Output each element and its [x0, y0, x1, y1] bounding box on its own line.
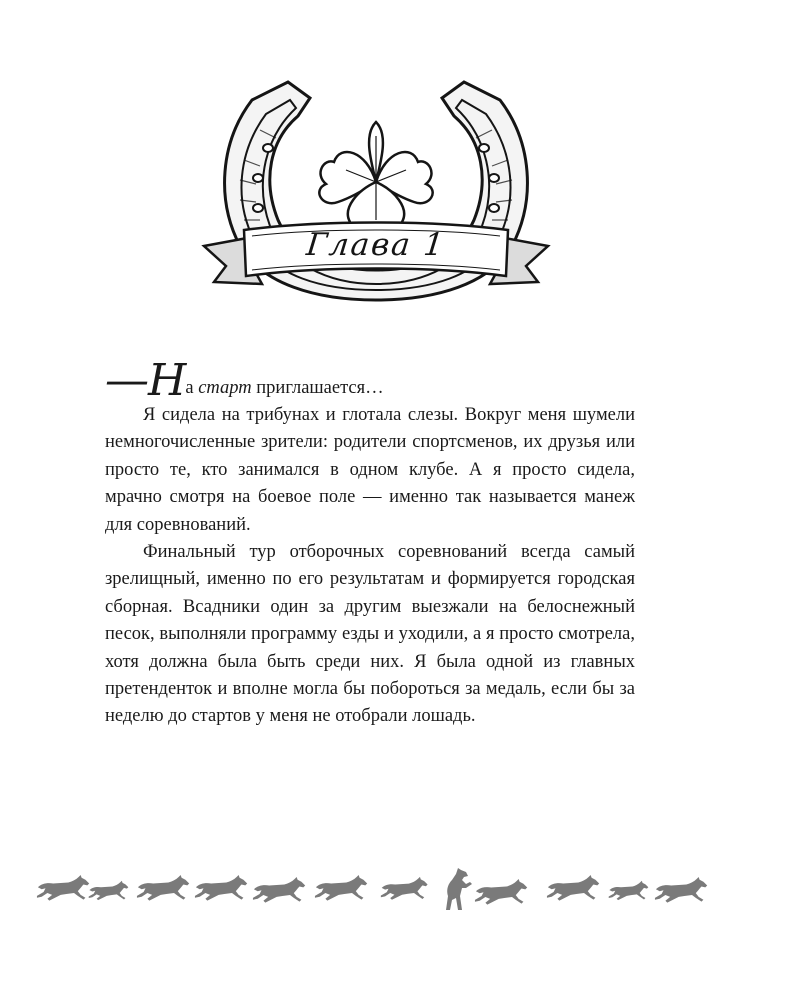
galloping-horse-icon [609, 881, 649, 900]
rearing-horse-icon [446, 868, 472, 910]
chapter-emblem [200, 70, 552, 306]
paragraph: Финальный тур отборочных соревнований всегда самый зрелищный, именно по его результатам и формируется городская сборная. Всадники один за другим выезжали на белоснежный песок, выполняли программу езды и уходили, а я просто смотрела, хотя должна была быть среди них. Я была одной из главных претенденток и вполне могла бы побороться за медаль, если бы за неделю до стартов у меня не отобрали лошадь. [105, 542, 635, 727]
opening-line-italic: старт [198, 378, 252, 398]
galloping-horse-icon [547, 875, 599, 901]
galloping-horse-icon [253, 877, 305, 903]
chapter-title: Глава 1 [304, 227, 448, 263]
opening-line-start: а [185, 378, 199, 398]
galloping-horse-icon [89, 881, 129, 900]
drop-cap: —Н [105, 355, 186, 406]
galloping-horse-icon [195, 875, 247, 901]
horse-frieze [36, 864, 710, 912]
galloping-horse-icon [315, 875, 367, 901]
opening-line [105, 355, 635, 406]
opening-line-end: приглашается… [251, 378, 384, 398]
galloping-horse-icon [37, 875, 89, 901]
paragraph: Я сидела на трибунах и глотала слезы. Вокруг меня шумели немногочисленные зрители: родители спортсменов, их друзья или просто те, кто занимался в одном клубе. А я просто сидела, мрачно смотря на боевое поле — именно так называется манеж для соревнований. [105, 405, 635, 535]
page-body [105, 355, 635, 731]
galloping-horse-icon [475, 879, 527, 905]
galloping-horse-icon [381, 877, 428, 900]
galloping-horse-icon [137, 875, 189, 901]
galloping-horse-icon [655, 877, 707, 903]
horseshoe-icon [200, 70, 552, 306]
horse-frieze-svg [36, 864, 710, 912]
